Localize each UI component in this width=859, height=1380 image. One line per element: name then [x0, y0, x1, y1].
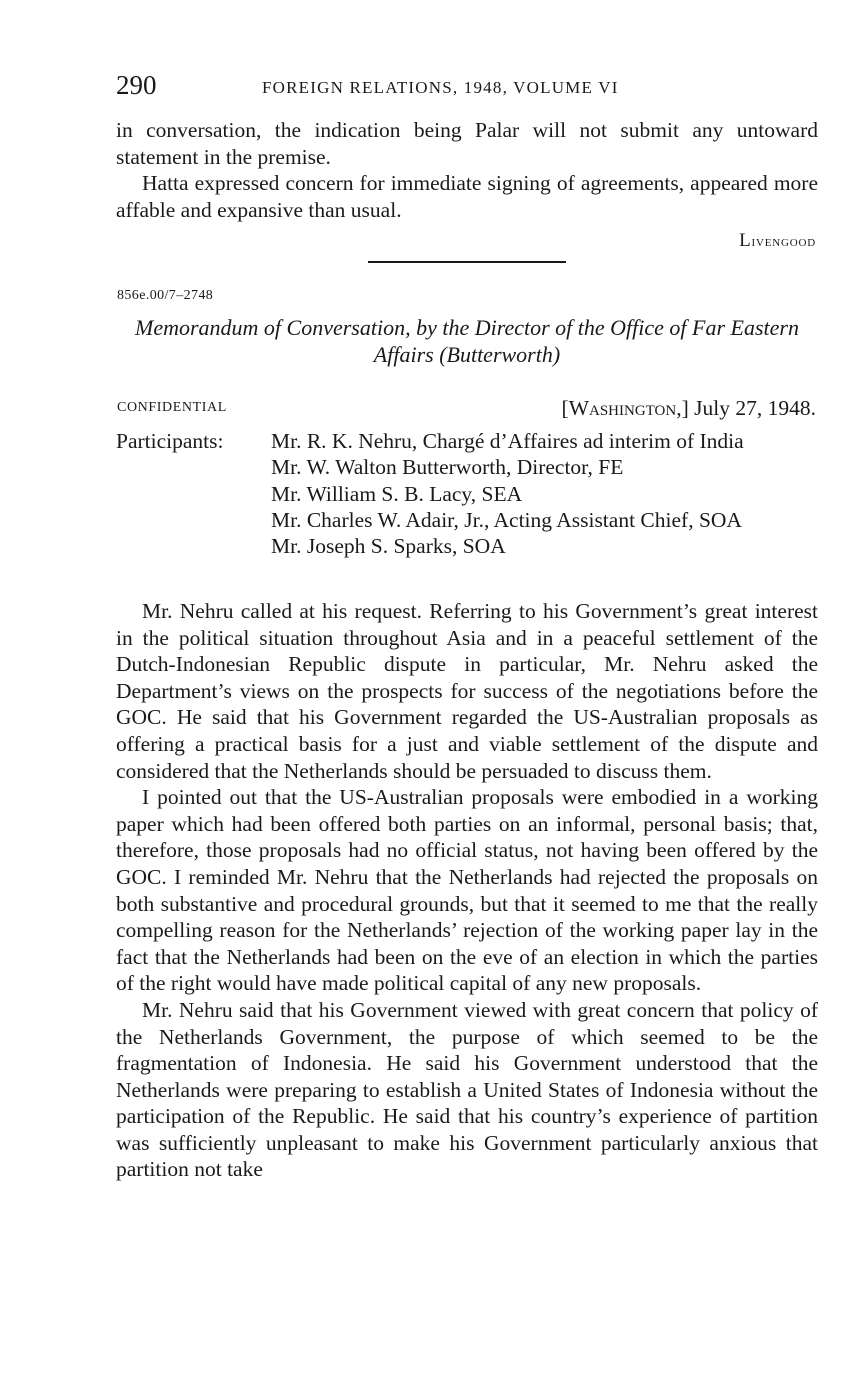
participant: Mr. Charles W. Adair, Jr., Acting Assistant Chief, SOA: [271, 507, 742, 532]
place: Washington,: [568, 396, 682, 420]
body-paragraph: Mr. Nehru said that his Government viewed with great concern that policy of the Netherlands Government, the purpose of which seemed to be the fragmentation of Indonesia. He said his Government understood that the Netherlands were preparing to establish a United States of Indonesia without the participation of the Republic. He said that his country’s experience of partition was sufficiently unpleasant to make his Government particularly anxious that partition not take: [116, 997, 818, 1182]
participants-list: [271, 428, 818, 559]
memorandum-body: [116, 598, 818, 1183]
participant: Mr. William S. B. Lacy, SEA: [271, 481, 523, 506]
participant: Mr. R. K. Nehru, Chargé d’Affaires ad interim of India: [271, 429, 744, 453]
hatta-paragraph: Hatta expressed concern for immediate signing of agreements, appeared more affable and expansive than usual.: [116, 171, 818, 222]
continued-paragraph: in conversation, the indication being Palar will not submit any untoward statement in the premise.: [116, 118, 818, 169]
date: July 27, 1948.: [694, 396, 816, 420]
classification-line: [116, 396, 816, 426]
participant: Mr. W. Walton Butterworth, Director, FE: [271, 455, 624, 480]
signature: Livengood: [739, 230, 816, 251]
body-paragraph: Mr. Nehru called at his request. Referring to his Government’s great interest in the political situation throughout Asia and in a peaceful settlement of the Dutch-Indonesian Republic dispute in particular, Mr. Nehru asked the Department’s views on the prospects for success of the negotiations before the GOC. He said that his Government regarded the US-Australian proposals as offering a practical basis for a just and viable settlement of the dispute and considered that the Netherlands should be persuaded to discuss them.: [116, 599, 818, 783]
file-number: 856e.00/7–2748: [117, 288, 214, 303]
participants-label: Participants:: [116, 429, 224, 453]
dateline: [Washington,] July 27, 1948.: [561, 396, 816, 420]
page-number: 290: [116, 70, 157, 100]
section-divider: [368, 261, 566, 263]
page-header: [116, 66, 816, 106]
continued-text: [116, 117, 818, 223]
body-paragraph: I pointed out that the US-Australian proposals were embodied in a working paper which had been offered both parties on an informal, personal basis; that, therefore, those proposals had no official status, not having been offered by the GOC. I reminded Mr. Nehru that the Netherlands had rejected the proposals on both substantive and procedural grounds, but that it seemed to me that the really compelling reason for the Netherlands’ rejection of the working paper lay in the fact that the Netherlands had been on the eve of an election in which the parties of the right would have made political capital of any new proposals.: [116, 785, 818, 996]
running-head: FOREIGN RELATIONS, 1948, VOLUME VI: [262, 78, 619, 97]
participant: Mr. Joseph S. Sparks, SOA: [271, 534, 506, 559]
memorandum-title: Memorandum of Conversation, by the Director of the Office of Far Eastern Affairs (Butterworth): [135, 315, 799, 367]
classification: CONFIDENTIAL: [117, 400, 227, 415]
